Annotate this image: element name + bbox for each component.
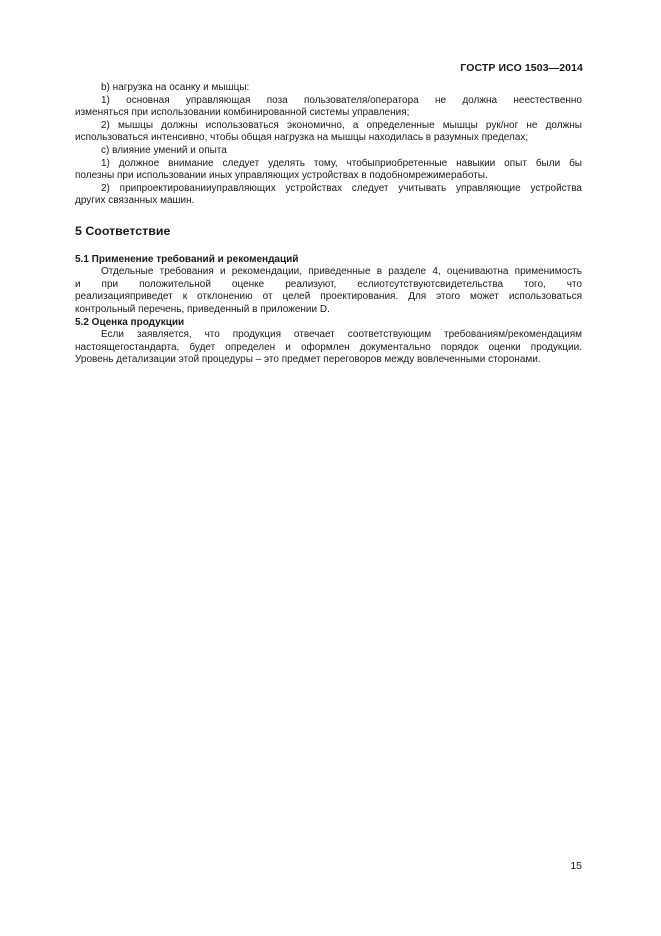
- paragraph-5-2-line2: настоящегостандарта, будет определен и оформлен документально порядок оценки продукции.: [75, 341, 582, 353]
- list-item-c: c) влияние умений и опыта: [101, 144, 227, 156]
- list-item-b: b) нагрузка на осанку и мышцы:: [101, 82, 250, 93]
- paragraph-b2-line1: 2) мышцы должны использоваться экономично, а определенные мышцы рук/ног не должны: [101, 119, 582, 131]
- document-header: ГОСТР ИСО 1503—2014: [460, 62, 583, 74]
- paragraph-5-1-line4: контрольный перечень, приведенный в приложении D.: [75, 303, 330, 315]
- paragraph-b2-line2: использоваться интенсивно, чтобы общая нагрузка на мышцы находилась в разумных пределах;: [75, 132, 529, 144]
- paragraph-c1-line2: полезны при использовании иных управляющих устройствах в подобномрежимеработы.: [75, 170, 488, 182]
- page-content: [75, 82, 582, 367]
- paragraph-b1-line2: изменяться при использовании комбинированной системы управления;: [75, 107, 410, 119]
- paragraph-5-1-line2: и при положительной оценке реализуют, еслиотсутствуютсвидетельства того, что: [75, 278, 582, 290]
- paragraph-5-2-line1: Если заявляется, что продукция отвечает соответствующим требованиям/рекомендациям: [101, 329, 582, 341]
- subsection-5-1-heading: 5.1 Применение требований и рекомендаций: [75, 253, 299, 265]
- paragraph-c2-line1: 2) припроектированииуправляющих устройствах следует учитывать управляющие устройства: [101, 182, 582, 194]
- page-number: 15: [570, 860, 582, 872]
- paragraph-5-2-line3: Уровень детализации этой процедуры – это предмет переговоров между вовлеченными сторонами.: [75, 354, 541, 366]
- section-5-heading: 5 Соответствие: [75, 223, 171, 238]
- paragraph-5-1-line3: реализацияприведет к отклонению от целей проектирования. Для этого может использоваться: [75, 291, 582, 303]
- paragraph-5-1-line1: Отдельные требования и рекомендации, приведенные в разделе 4, оцениваютна применимость: [101, 266, 582, 278]
- subsection-5-2-heading: 5.2 Оценка продукции: [75, 316, 185, 328]
- paragraph-b1-line1: 1) основная управляющая поза пользователя/оператора не должна неестественно: [101, 94, 582, 106]
- paragraph-c2-line2: других связанных машин.: [75, 195, 195, 207]
- paragraph-c1-line1: 1) должное внимание следует уделять тому, чтобыприобретенные навыкии опыт были бы: [101, 157, 582, 169]
